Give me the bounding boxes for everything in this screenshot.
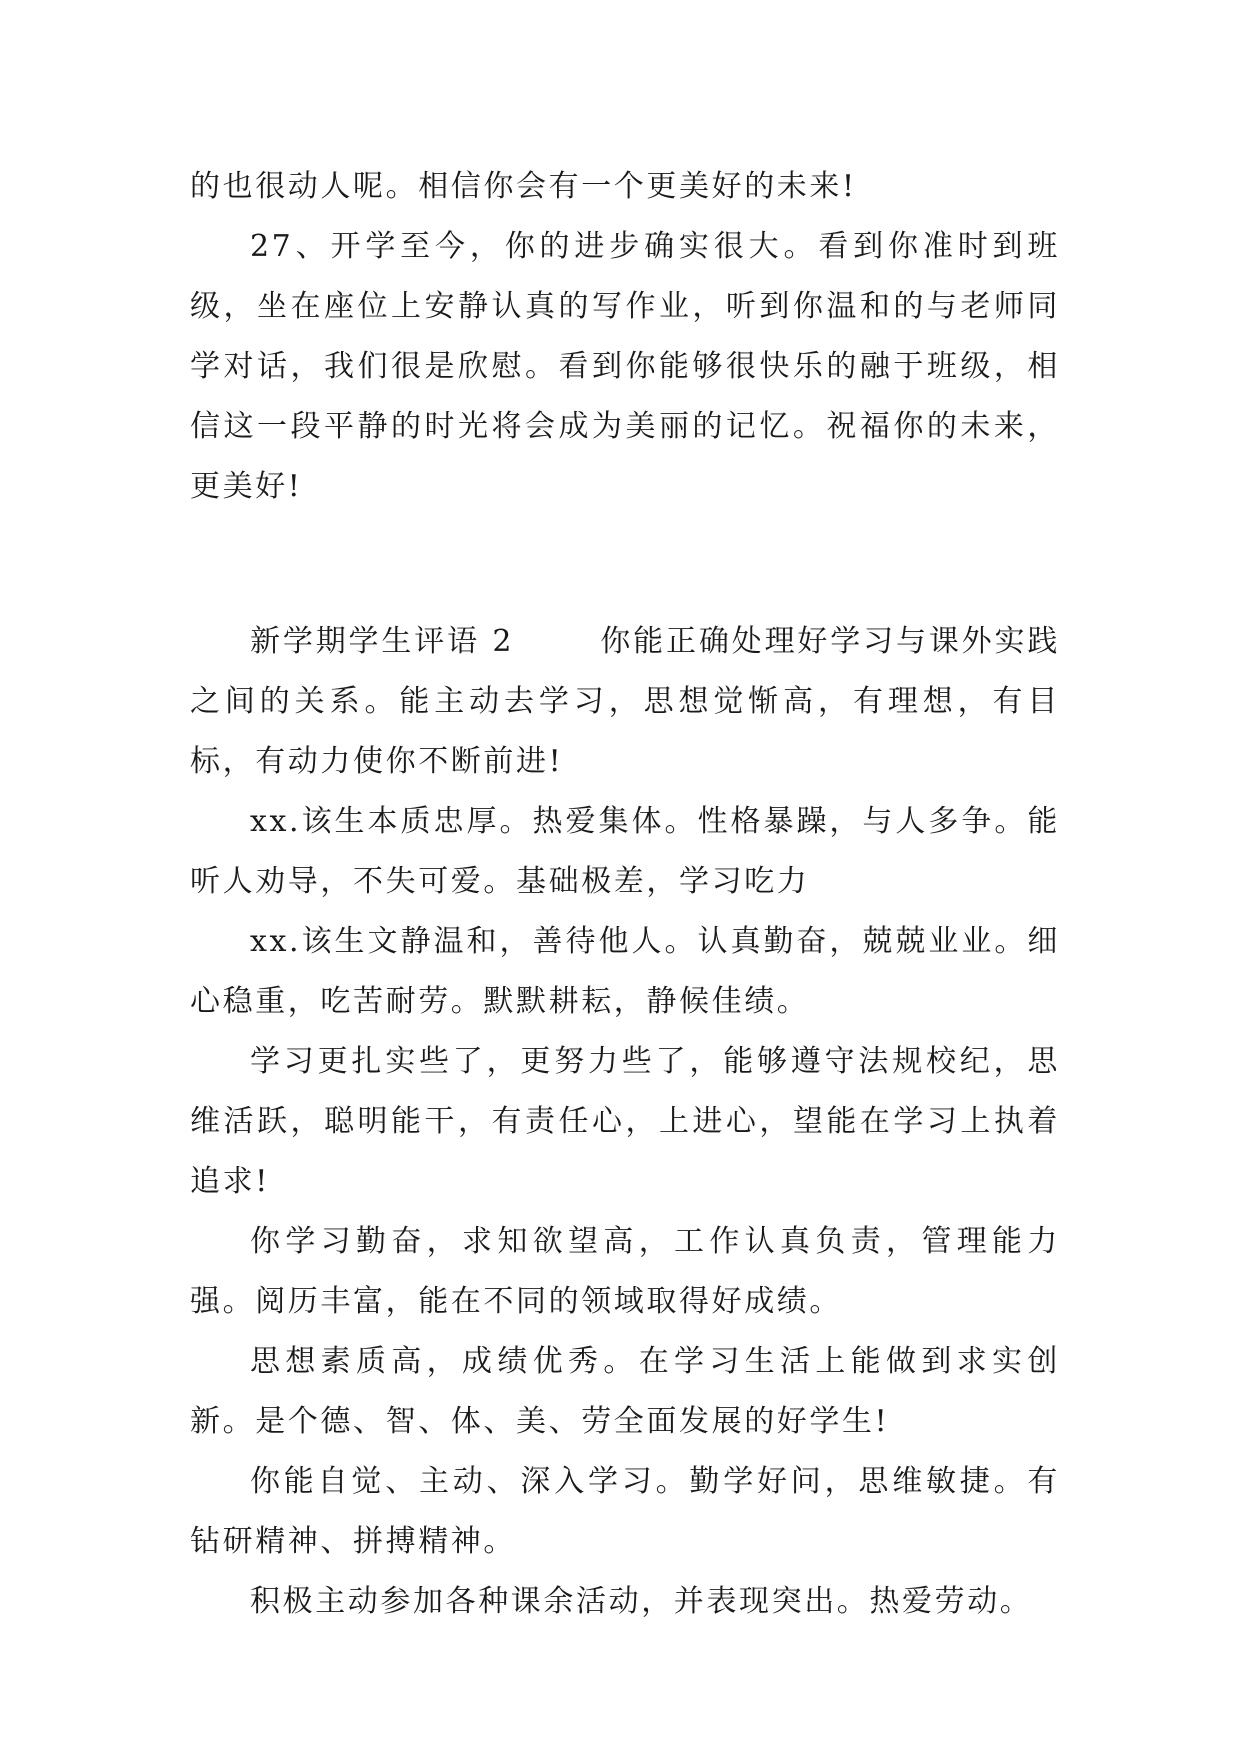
paragraph-comment: 积极主动参加各种课余活动，并表现突出。热爱劳动。 xyxy=(250,1584,1033,1619)
paragraph-comment: 你学习勤奋，求知欲望高，工作认真负责，管理能力强。阅历丰富，能在不同的领域取得好成绩。 xyxy=(190,1224,1060,1319)
paragraph-comment: xx.该生文静温和，善待他人。认真勤奋，兢兢业业。细心稳重，吃苦耐劳。默默耕耘，静候佳绩。 xyxy=(190,924,1060,1019)
paragraph-comment: 你能自觉、主动、深入学习。勤学好问，思维敏捷。有钻研精神、拼搏精神。 xyxy=(190,1464,1060,1559)
document-body xyxy=(190,157,1060,1632)
paragraph-comment: 学习更扎实些了，更努力些了，能够遵守法规校纪，思维活跃，聪明能干，有责任心，上进心，望能在学习上执着追求! xyxy=(190,1044,1060,1199)
paragraph-comment: 思想素质高，成绩优秀。在学习生活上能做到求实创新。是个德、智、体、美、劳全面发展的好学生! xyxy=(190,1344,1060,1439)
paragraph-comment: xx.该生本质忠厚。热爱集体。性格暴躁，与人多争。能听人劝导，不失可爱。基础极差，学习吃力 xyxy=(190,804,1060,899)
paragraph-comment-27: 27、开学至今，你的进步确实很大。看到你准时到班级，坐在座位上安静认真的写作业，听到你温和的与老师同学对话，我们很是欣慰。看到你能够很快乐的融于班级，相信这一段平静的时光将会成为美丽的记忆。祝福你的未来，更美好! xyxy=(190,229,1060,504)
paragraph-continued: 的也很动人呢。相信你会有一个更美好的未来! xyxy=(190,169,857,204)
paragraph-text: 你能正确处理好学习与课外实践之间的关系。能主动去学习，思想觉惭高，有理想，有目标，有动力使你不断前进! xyxy=(190,624,1060,779)
section-heading: 新学期学生评语 2 xyxy=(250,624,515,659)
paragraph-section-intro xyxy=(190,612,1060,792)
section-gap xyxy=(190,517,1060,612)
